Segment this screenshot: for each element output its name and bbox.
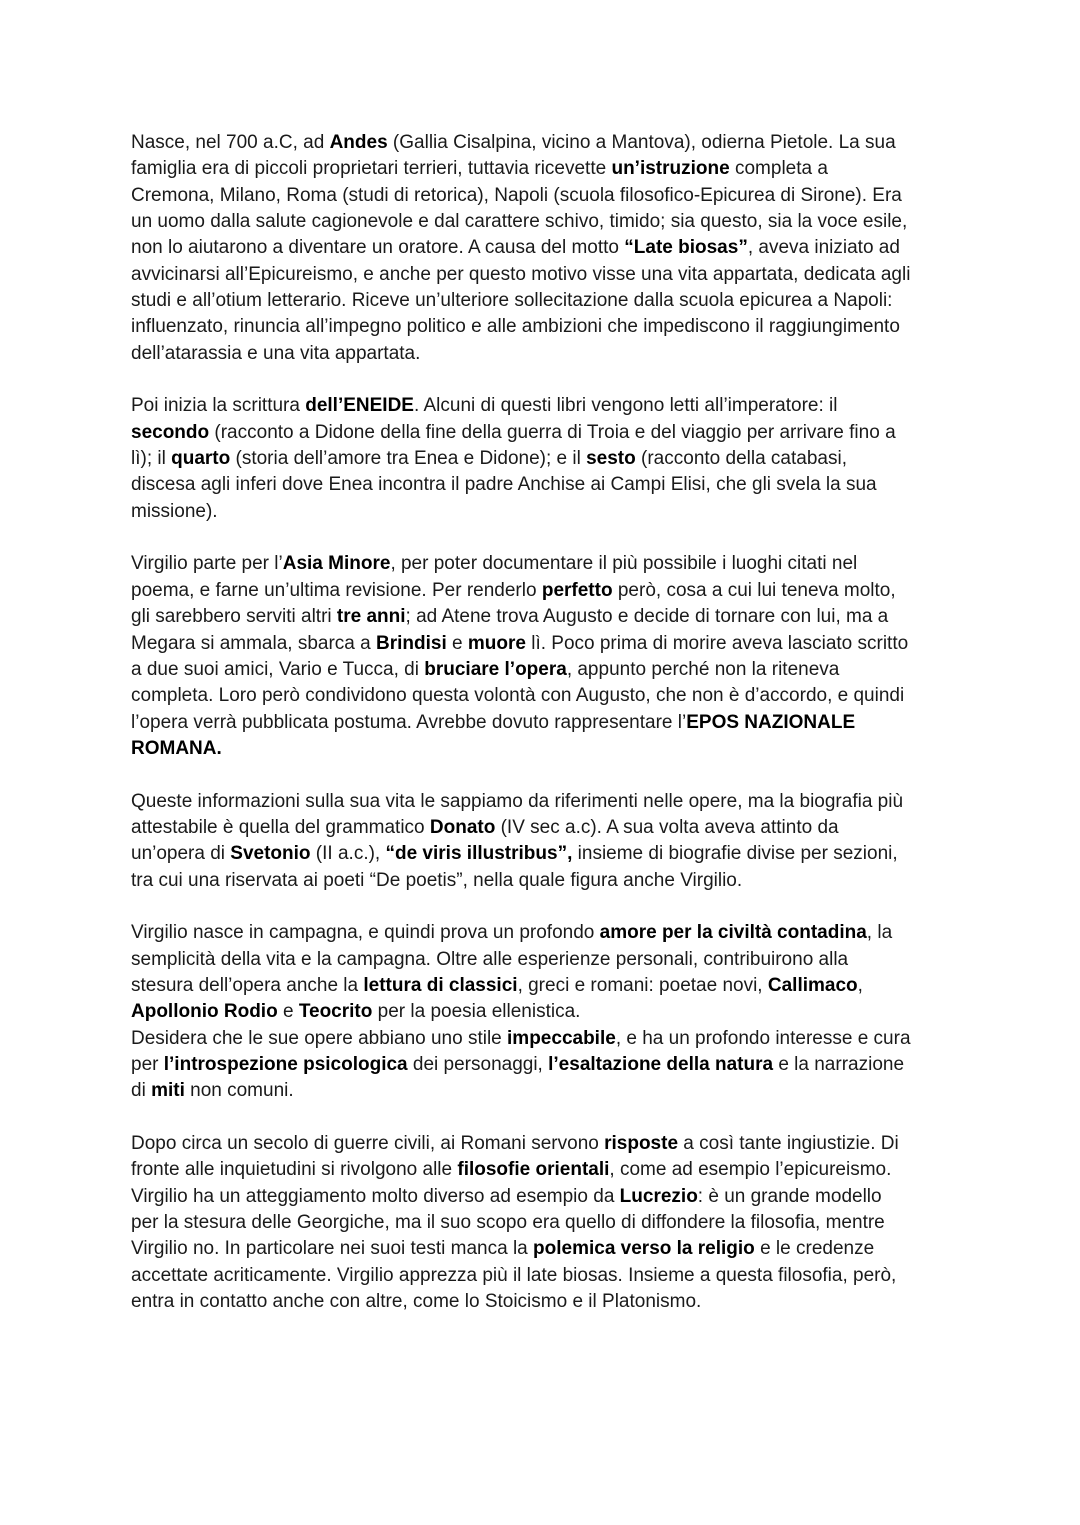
text-line bbox=[131, 262, 971, 288]
text-line bbox=[131, 420, 971, 446]
text-line bbox=[131, 1052, 971, 1078]
text-segment: (racconto della catabasi, bbox=[635, 448, 847, 470]
text-segment: a così tante ingiustizie. Di bbox=[678, 1132, 899, 1154]
text-segment: , bbox=[857, 974, 863, 996]
text-line bbox=[131, 209, 971, 235]
text-segment: discesa agli inferi dove Enea incontra il padre Anchise ai Campi Elisi, che gli svela la sua bbox=[131, 474, 877, 496]
paragraph bbox=[131, 920, 971, 1025]
bold-text: bruciare l’opera bbox=[424, 658, 567, 680]
bold-text: amore per la civiltà contadina bbox=[599, 922, 867, 944]
bold-text: un’istruzione bbox=[611, 158, 730, 180]
text-segment: dei personaggi, bbox=[407, 1053, 549, 1075]
text-segment: , la bbox=[866, 922, 893, 944]
bold-text: tre anni bbox=[336, 606, 406, 628]
text-segment: ; ad Atene trova Augusto e decide di tornare con lui, ma a bbox=[405, 606, 889, 628]
paragraph bbox=[131, 1026, 971, 1105]
bold-text: “Late biosas” bbox=[624, 237, 748, 259]
bold-text: Apollonio Rodio bbox=[131, 1001, 278, 1023]
text-line bbox=[131, 235, 971, 261]
text-segment: Nasce, nel 700 a.C, ad bbox=[131, 132, 330, 153]
text-segment: . Alcuni di questi libri vengono letti all’imperatore: il bbox=[413, 395, 838, 417]
text-line bbox=[131, 183, 971, 209]
bold-text: perfetto bbox=[541, 579, 613, 601]
bold-text: Callimaco bbox=[767, 974, 858, 996]
text-line bbox=[131, 973, 971, 999]
text-line bbox=[131, 314, 971, 340]
bold-text: Andes bbox=[329, 132, 388, 153]
bold-text: Lucrezio bbox=[619, 1185, 698, 1207]
text-segment: , e ha un profondo interesse e cura bbox=[615, 1027, 911, 1049]
text-line bbox=[131, 868, 971, 894]
text-line bbox=[131, 1289, 971, 1315]
bold-text: lettura di classici bbox=[363, 974, 518, 996]
text-line bbox=[131, 999, 971, 1025]
paragraph bbox=[131, 130, 971, 367]
text-segment: poema, e farne un’ultima revisione. Per renderlo bbox=[131, 579, 542, 601]
text-segment: non comuni. bbox=[184, 1080, 294, 1102]
text-segment: un uomo dalla salute cagionevole e dal carattere schivo, timido; sia questo, sia la voce esile, bbox=[131, 211, 908, 233]
bold-text: miti bbox=[151, 1080, 185, 1102]
text-line bbox=[131, 947, 971, 973]
text-segment: Poi inizia la scrittura bbox=[131, 395, 306, 417]
bold-text: muore bbox=[467, 632, 526, 654]
text-segment: completa. Loro però condividono questa volontà con Augusto, che non è d’accordo, e quindi bbox=[131, 685, 905, 707]
text-segment: un’opera di bbox=[131, 843, 231, 865]
text-line bbox=[131, 1236, 971, 1262]
text-line bbox=[131, 631, 971, 657]
bold-text: sesto bbox=[586, 448, 636, 470]
text-line bbox=[131, 551, 971, 577]
bold-text: “de viris illustribus”, bbox=[385, 843, 573, 865]
text-segment: per bbox=[131, 1053, 164, 1075]
text-segment: avvicinarsi all’Epicureismo, e anche per questo motivo visse una vita appartata, dedicata agli bbox=[131, 263, 911, 285]
text-segment: e bbox=[446, 632, 468, 654]
text-line bbox=[131, 841, 971, 867]
text-segment: e le credenze bbox=[754, 1238, 875, 1260]
text-segment: Dopo circa un secolo di guerre civili, ai Romani servono bbox=[131, 1132, 605, 1154]
text-segment: Desidera che le sue opere abbiano uno stile bbox=[131, 1027, 508, 1049]
text-line bbox=[131, 920, 971, 946]
text-segment: (IV sec a.c). A sua volta aveva attinto da bbox=[495, 816, 839, 838]
bold-text: l’introspezione psicologica bbox=[163, 1053, 408, 1075]
bold-text: Donato bbox=[429, 816, 496, 838]
text-segment: insieme di biografie divise per sezioni, bbox=[572, 843, 898, 865]
text-segment: a due suoi amici, Vario e Tucca, di bbox=[131, 658, 425, 680]
bold-text: impeccabile bbox=[507, 1027, 616, 1049]
text-segment: fronte alle inquietudini si rivolgono alle bbox=[131, 1159, 458, 1181]
paragraph bbox=[131, 789, 971, 894]
text-segment: lì. Poco prima di morire aveva lasciato scritto bbox=[525, 632, 909, 654]
text-line bbox=[131, 446, 971, 472]
bold-text: filosofie orientali bbox=[457, 1159, 610, 1181]
text-segment: completa a bbox=[729, 158, 828, 180]
text-segment: Virgilio ha un atteggiamento molto diverso ad esempio da bbox=[131, 1185, 620, 1207]
text-segment: Virgilio no. In particolare nei suoi testi manca la bbox=[131, 1238, 534, 1260]
paragraph bbox=[131, 551, 971, 762]
text-segment: , aveva iniziato ad bbox=[747, 237, 900, 259]
text-segment: studi e all’otium letterario. Riceve un’ulteriore sollecitazione dalla scuola epicurea a Napoli: bbox=[131, 290, 893, 312]
text-segment: per la stesura delle Georgiche, ma il suo scopo era quello di diffondere la filosofia, mentre bbox=[131, 1212, 885, 1234]
paragraph bbox=[131, 1131, 971, 1315]
text-segment: per la poesia ellenistica. bbox=[372, 1001, 581, 1023]
text-segment: Queste informazioni sulla sua vita le sappiamo da riferimenti nelle opere, ma la biografia più bbox=[131, 790, 904, 812]
text-line bbox=[131, 130, 971, 156]
bold-text: dell’ENEIDE bbox=[305, 395, 414, 417]
text-segment: stesura dell’opera anche la bbox=[131, 974, 364, 996]
text-segment: , greci e romani: poetae novi, bbox=[517, 974, 768, 996]
text-segment: , appunto perché non la riteneva bbox=[566, 658, 840, 680]
text-line bbox=[131, 815, 971, 841]
text-segment: , per poter documentare il più possibile i luoghi citati nel bbox=[390, 553, 858, 575]
bold-text: Svetonio bbox=[230, 843, 311, 865]
text-segment: famiglia era di piccoli proprietari terrieri, tuttavia ricevette bbox=[131, 158, 612, 180]
text-line bbox=[131, 1131, 971, 1157]
bold-text: risposte bbox=[604, 1132, 679, 1154]
bold-text: l’esaltazione della natura bbox=[548, 1053, 774, 1075]
text-line bbox=[131, 710, 971, 736]
text-segment: però, cosa a cui lui teneva molto, bbox=[612, 579, 896, 601]
text-segment: l’opera verrà pubblicata postuma. Avrebbe dovuto rappresentare l’ bbox=[131, 711, 687, 733]
text-segment: (Gallia Cisalpina, vicino a Mantova), odierna Pietole. La sua bbox=[387, 132, 896, 153]
text-line bbox=[131, 1157, 971, 1183]
bold-text: Brindisi bbox=[376, 632, 447, 654]
text-segment: influenzato, rinuncia all’impegno politico e alle ambizioni che impediscono il raggiungimento bbox=[131, 316, 900, 338]
text-segment: lì); il bbox=[131, 448, 172, 470]
bold-text: quarto bbox=[171, 448, 231, 470]
bold-text: EPOS NAZIONALE bbox=[686, 711, 856, 733]
text-segment: Virgilio nasce in campagna, e quindi prova un profondo bbox=[131, 922, 600, 944]
bold-text: secondo bbox=[131, 421, 210, 443]
bold-text: polemica verso la religio bbox=[533, 1238, 755, 1260]
text-segment: dell’atarassia e una vita appartata. bbox=[131, 342, 421, 364]
text-segment: tra cui una riservata ai poeti “De poetis”, nella quale figura anche Virgilio. bbox=[131, 869, 743, 891]
text-line bbox=[131, 288, 971, 314]
text-line bbox=[131, 472, 971, 498]
text-segment: non lo aiutarono a diventare un oratore. A causa del motto bbox=[131, 237, 625, 259]
text-segment: entra in contatto anche con altre, come lo Stoicismo e il Platonismo. bbox=[131, 1291, 702, 1313]
text-segment: , come ad esempio l’epicureismo. bbox=[609, 1159, 892, 1181]
text-segment: Virgilio parte per l’ bbox=[131, 553, 283, 575]
text-segment: (storia dell’amore tra Enea e Didone); e il bbox=[230, 448, 587, 470]
text-segment: e bbox=[277, 1001, 299, 1023]
paragraph bbox=[131, 393, 971, 525]
text-line bbox=[131, 736, 971, 762]
text-line bbox=[131, 1078, 971, 1104]
text-segment: accettate acriticamente. Virgilio apprezza più il late biosas. Insieme a questa filosofia, però, bbox=[131, 1264, 897, 1286]
text-segment: gli sarebbero serviti altri bbox=[131, 606, 337, 628]
text-segment: : è un grande modello bbox=[697, 1185, 882, 1207]
text-segment: e la narrazione bbox=[773, 1053, 905, 1075]
document-body bbox=[131, 130, 971, 1342]
text-line bbox=[131, 1263, 971, 1289]
text-segment: di bbox=[131, 1080, 152, 1102]
text-line bbox=[131, 789, 971, 815]
text-line bbox=[131, 578, 971, 604]
bold-text: ROMANA. bbox=[131, 737, 222, 759]
text-segment: (II a.c.), bbox=[310, 843, 386, 865]
text-segment: Megara si ammala, sbarca a bbox=[131, 632, 376, 654]
text-line bbox=[131, 1184, 971, 1210]
bold-text: Asia Minore bbox=[282, 553, 391, 575]
text-segment: semplicità della vita e la campagna. Oltre alle esperienze personali, contribuirono alla bbox=[131, 948, 849, 970]
text-segment: Cremona, Milano, Roma (studi di retorica), Napoli (scuola filosofico-Epicurea di Sirone). Era bbox=[131, 184, 902, 206]
text-segment: missione). bbox=[131, 500, 218, 522]
text-line bbox=[131, 657, 971, 683]
text-line bbox=[131, 156, 971, 182]
bold-text: Teocrito bbox=[298, 1001, 373, 1023]
text-line bbox=[131, 604, 971, 630]
text-line bbox=[131, 499, 971, 525]
text-segment: (racconto a Didone della fine della guerra di Troia e del viaggio per arrivare fino a bbox=[209, 421, 896, 443]
text-line bbox=[131, 341, 971, 367]
text-line bbox=[131, 393, 971, 419]
text-line bbox=[131, 1026, 971, 1052]
text-segment: attestabile è quella del grammatico bbox=[131, 816, 430, 838]
text-line bbox=[131, 683, 971, 709]
text-line bbox=[131, 1210, 971, 1236]
